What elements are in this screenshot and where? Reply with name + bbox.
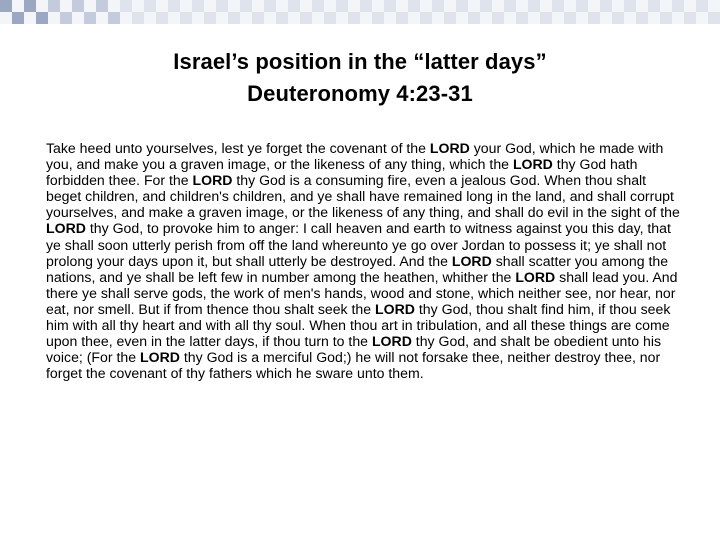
passage-text-segment: thy God, and shalt be obedient unto his voice; (For the — [46, 333, 662, 366]
passage-text-segment: shall scatter you among the nations, and ye shall be left few in number among the heathen, whither the — [46, 252, 669, 285]
checker-square — [456, 0, 468, 12]
checker-square — [84, 12, 96, 24]
checker-square — [24, 0, 36, 12]
checker-square — [552, 0, 564, 12]
checker-square — [264, 0, 276, 12]
checker-square — [624, 0, 636, 12]
checker-square — [408, 0, 420, 12]
passage-text-segment: thy God is a consuming fire, even a jealous God. When thou shalt beget children, and children's children, and ye shall have remained long in the land, and shall corrupt yourselves, and make a graven image, or the likeness of any thing, and shall do evil in the sight of the — [46, 172, 680, 221]
passage-text-segment: shall lead you. And there ye shall serve gods, the work of men's hands, wood and stone, which neither see, nor hear, nor eat, nor smell. But if from thence thou shalt seek the — [46, 268, 678, 317]
checker-square — [684, 12, 696, 24]
checker-square — [156, 12, 168, 24]
bold-lord-word: LORD — [451, 252, 492, 269]
passage-text-segment: thy God hath forbidden thee. For the — [46, 156, 638, 189]
checker-square — [708, 12, 720, 24]
checker-square — [48, 0, 60, 12]
checker-square — [336, 0, 348, 12]
checker-square — [540, 12, 552, 24]
checker-square — [696, 0, 708, 12]
checker-square — [276, 12, 288, 24]
checker-square — [432, 0, 444, 12]
checker-square — [660, 12, 672, 24]
checker-square — [120, 0, 132, 12]
passage-text-segment: Take heed unto yourselves, lest ye forget the covenant of the — [46, 140, 430, 156]
bold-lord-word: LORD — [512, 156, 553, 173]
checker-square — [60, 12, 72, 24]
checker-square — [492, 12, 504, 24]
checker-square — [12, 12, 24, 24]
checker-square — [360, 0, 372, 12]
checker-square — [72, 0, 84, 12]
checker-square — [636, 12, 648, 24]
checker-square — [168, 0, 180, 12]
bold-lord-word: LORD — [140, 349, 180, 366]
checker-square — [324, 12, 336, 24]
checker-square — [576, 0, 588, 12]
checker-square — [516, 12, 528, 24]
passage-text-segment: your God, which he made with you, and make you a graven image, or the likeness of any thing, which the — [46, 140, 664, 173]
checker-square — [288, 0, 300, 12]
checker-square — [216, 0, 228, 12]
checker-square — [396, 12, 408, 24]
checker-squares — [0, 0, 720, 24]
checker-square — [312, 0, 324, 12]
checker-square — [36, 12, 48, 24]
passage-text-segment: thy God is a merciful God;) he will not forsake thee, neither destroy thee, nor forget the covenant of thy fathers which he sware unto them. — [46, 349, 661, 382]
checker-square — [444, 12, 456, 24]
checker-square — [144, 0, 156, 12]
checker-square — [300, 12, 312, 24]
checker-square — [384, 0, 396, 12]
bold-lord-word: LORD — [429, 140, 470, 156]
checker-square — [132, 12, 144, 24]
checker-square — [504, 0, 516, 12]
checker-square — [252, 12, 264, 24]
bold-lord-word: LORD — [515, 268, 556, 285]
checker-square — [108, 12, 120, 24]
checker-square — [180, 12, 192, 24]
checker-square — [372, 12, 384, 24]
scripture-passage — [46, 140, 682, 381]
checker-square — [672, 0, 684, 12]
checker-square — [528, 0, 540, 12]
checker-square — [480, 0, 492, 12]
bold-lord-word: LORD — [375, 300, 415, 317]
checker-square — [240, 0, 252, 12]
checker-square — [564, 12, 576, 24]
slide-title-line-2: Deuteronomy 4:23-31 — [247, 81, 473, 106]
checker-square — [192, 0, 204, 12]
passage-text-segment: thy God, thou shalt find him, if thou seek him with all thy heart and with all thy soul. When thou art in tribulation, and all these things are come upon thee, even in the latter days, if thou turn to the — [46, 300, 671, 350]
checker-square — [420, 12, 432, 24]
bold-lord-word: LORD — [371, 333, 412, 350]
checker-square — [612, 12, 624, 24]
checker-square — [228, 12, 240, 24]
checker-square — [648, 0, 660, 12]
passage-text-segment: thy God, to provoke him to anger: I call heaven and earth to witness against you this day, that ye shall soon utterly perish from off the land whereunto ye go over Jordan to possess it; ye shall not prolong your days upon it, but shall utterly be destroyed. And the — [46, 220, 671, 269]
checker-square — [588, 12, 600, 24]
bold-lord-word: LORD — [46, 220, 86, 237]
slide-title-line-1: Israel’s position in the “latter days” — [173, 49, 547, 74]
checker-square — [0, 0, 12, 12]
checker-square — [348, 12, 360, 24]
checker-square — [600, 0, 612, 12]
slide-title — [0, 46, 720, 110]
bold-lord-word: LORD — [192, 172, 233, 189]
checker-square — [468, 12, 480, 24]
checker-square — [96, 0, 108, 12]
decorative-checker-pattern — [0, 0, 720, 24]
checker-square — [204, 12, 216, 24]
